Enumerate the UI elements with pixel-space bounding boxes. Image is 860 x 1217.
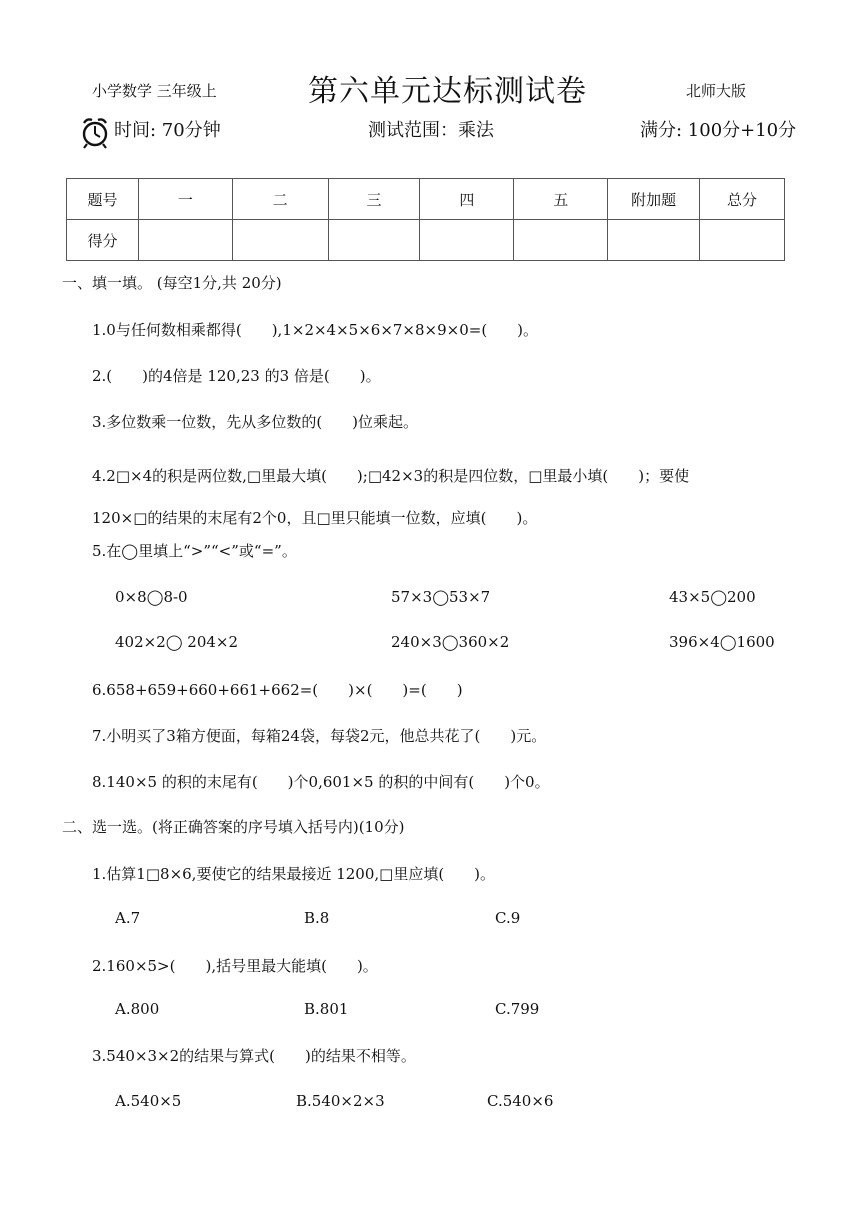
edition-label: 北师大版 xyxy=(686,82,747,100)
score-table xyxy=(66,178,785,261)
question-2-1: 1.估算1□8×6,要使它的结果最接近 1200,□里应填( )。 xyxy=(92,865,496,883)
score-cell[interactable] xyxy=(328,220,420,261)
question-2-3: 3.540×3×2的结果与算式( )的结果不相等。 xyxy=(92,1047,416,1065)
option-c: C.799 xyxy=(495,1000,540,1018)
table-cell: 得分 xyxy=(67,220,139,261)
table-cell: 五 xyxy=(514,179,608,220)
time-limit: 时间: 70分钟 xyxy=(114,120,221,141)
compare-item: 43×5◯200 xyxy=(669,588,756,606)
alarm-clock-icon xyxy=(80,116,110,150)
table-cell: 附加题 xyxy=(608,179,700,220)
section2-heading: 二、选一选。(将正确答案的序号填入括号内)(10分) xyxy=(62,818,405,836)
question-1-3: 3.多位数乘一位数，先从多位数的( )位乘起。 xyxy=(92,413,419,431)
question-1-2: 2.( )的4倍是 120,23 的3 倍是( )。 xyxy=(92,367,381,385)
compare-item: 396×4◯1600 xyxy=(669,633,775,651)
score-cell[interactable] xyxy=(420,220,514,261)
score-cell[interactable] xyxy=(514,220,608,261)
question-1-1: 1.0与任何数相乘都得( ),1×2×4×5×6×7×8×9×0=( )。 xyxy=(92,321,539,339)
option-b: B.801 xyxy=(304,1000,349,1018)
option-a: A.540×5 xyxy=(115,1092,182,1110)
question-2-2: 2.160×5>( ),括号里最大能填( )。 xyxy=(92,957,378,975)
question-1-8: 8.140×5 的积的末尾有( )个0,601×5 的积的中间有( )个0。 xyxy=(92,773,550,791)
table-cell: 四 xyxy=(420,179,514,220)
page-title: 第六单元达标测试卷 xyxy=(308,74,587,109)
question-1-5: 5.在◯里填上“>”“<”或“=”。 xyxy=(92,542,297,560)
question-1-4b: 120×□的结果的末尾有2个0，且□里只能填一位数，应填( )。 xyxy=(92,509,538,527)
option-b: B.540×2×3 xyxy=(296,1092,385,1110)
compare-item: 0×8◯8-0 xyxy=(115,588,188,606)
question-1-7: 7.小明买了3箱方便面，每箱24袋，每袋2元，他总共花了( )元。 xyxy=(92,727,547,745)
table-cell: 三 xyxy=(328,179,420,220)
compare-item: 402×2◯ 204×2 xyxy=(115,633,239,651)
section1-heading: 一、填一填。 (每空1分,共 20分) xyxy=(62,274,282,292)
table-cell: 总分 xyxy=(700,179,785,220)
table-row xyxy=(67,220,785,261)
table-row xyxy=(67,179,785,220)
full-mark: 满分: 100分+10分 xyxy=(640,120,797,141)
question-1-6: 6.658+659+660+661+662=( )×( )=( ) xyxy=(92,681,463,699)
table-cell: 题号 xyxy=(67,179,139,220)
test-scope: 测试范围：乘法 xyxy=(368,120,494,141)
grade-label: 小学数学 三年级上 xyxy=(92,82,217,100)
score-cell[interactable] xyxy=(138,220,232,261)
table-cell: 一 xyxy=(138,179,232,220)
score-cell[interactable] xyxy=(608,220,700,261)
option-c: C.9 xyxy=(495,909,521,927)
option-b: B.8 xyxy=(304,909,330,927)
question-1-4a: 4.2□×4的积是两位数,□里最大填( );□42×3的积是四位数，□里最小填( )；要使 xyxy=(92,467,690,485)
compare-item: 57×3◯53×7 xyxy=(391,588,491,606)
score-cell[interactable] xyxy=(232,220,328,261)
table-cell: 二 xyxy=(232,179,328,220)
score-cell[interactable] xyxy=(700,220,785,261)
compare-item: 240×3◯360×2 xyxy=(391,633,510,651)
option-a: A.7 xyxy=(115,909,141,927)
option-c: C.540×6 xyxy=(487,1092,554,1110)
option-a: A.800 xyxy=(115,1000,160,1018)
